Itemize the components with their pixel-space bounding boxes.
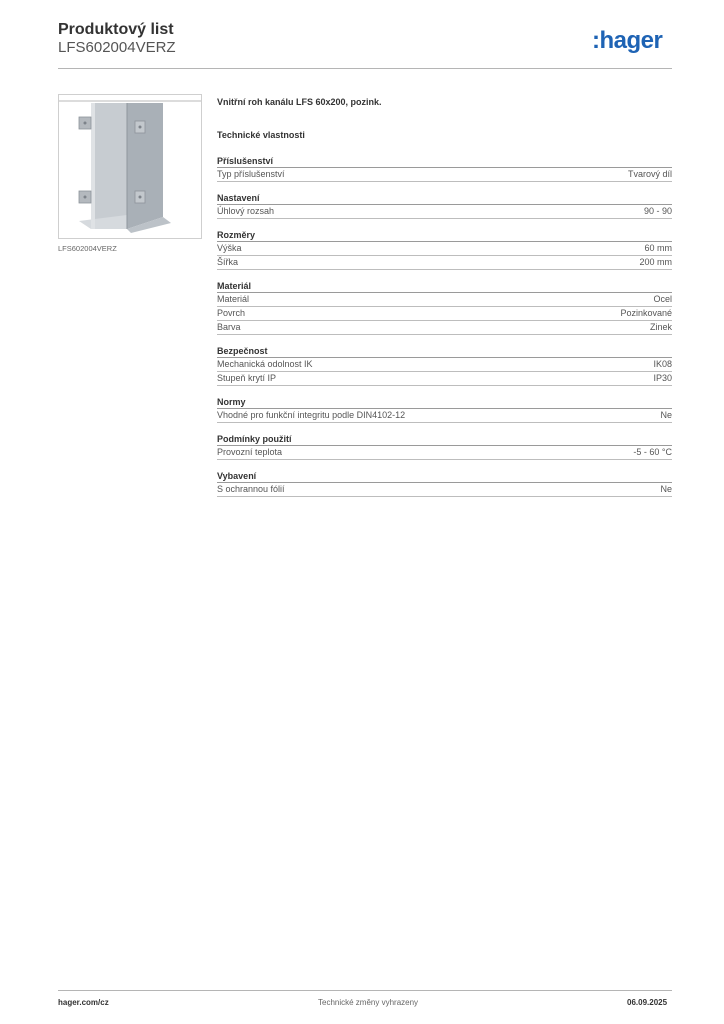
footer-divider (58, 990, 672, 991)
property-value: 60 mm (644, 243, 672, 253)
property-value: Ocel (653, 294, 672, 304)
property-group (217, 192, 672, 219)
property-row (217, 483, 672, 497)
property-label: Materiál (217, 294, 250, 304)
property-row (217, 205, 672, 219)
channel-corner-illustration (59, 95, 201, 238)
image-caption: LFS602004VERZ (58, 244, 117, 253)
property-label: Typ příslušenství (217, 169, 285, 179)
property-label: Úhlový rozsah (217, 206, 275, 216)
property-label: Mechanická odolnost IK (217, 359, 313, 369)
property-row (217, 372, 672, 386)
property-label: Stupeň krytí IP (217, 373, 277, 383)
product-image (58, 94, 202, 239)
property-row (217, 358, 672, 372)
property-group (217, 280, 672, 335)
property-group (217, 345, 672, 386)
property-row (217, 446, 672, 460)
property-label: Vhodné pro funkční integritu podle DIN4102-12 (217, 410, 406, 420)
footer-date: 06.09.2025 (627, 998, 668, 1007)
group-title: Vybavení (217, 470, 672, 483)
product-code: LFS602004VERZ (58, 39, 176, 56)
property-row (217, 168, 672, 182)
property-value: Tvarový díl (627, 169, 672, 179)
group-title: Nastavení (217, 192, 672, 205)
properties-table (217, 155, 672, 507)
group-title: Materiál (217, 280, 672, 293)
property-value: -5 - 60 °C (633, 447, 672, 457)
property-group (217, 396, 672, 423)
group-title: Podmínky použití (217, 433, 672, 446)
property-row (217, 293, 672, 307)
property-row (217, 256, 672, 270)
property-value: Pozinkované (620, 308, 672, 318)
property-group (217, 229, 672, 270)
property-group (217, 470, 672, 497)
property-label: Výška (217, 243, 242, 253)
property-value: 200 mm (639, 257, 672, 267)
footer-note: Technické změny vyhrazeny (318, 998, 419, 1007)
property-value: Ne (660, 410, 672, 420)
property-label: Provozní teplota (217, 447, 283, 457)
property-row (217, 409, 672, 423)
footer-website: hager.com/cz (58, 998, 109, 1007)
property-row (217, 307, 672, 321)
property-label: S ochrannou fólií (217, 484, 285, 494)
property-label: Povrch (217, 308, 246, 318)
page-title: Produktový list (58, 21, 174, 38)
property-row (217, 321, 672, 335)
property-value: IP30 (653, 373, 672, 383)
property-value: Zinek (649, 322, 672, 332)
property-value: IK08 (653, 359, 672, 369)
group-title: Příslušenství (217, 155, 672, 168)
property-group (217, 433, 672, 460)
hager-logo: :hager (592, 27, 663, 54)
property-value: Ne (660, 484, 672, 494)
group-title: Normy (217, 396, 672, 409)
property-row (217, 242, 672, 256)
property-value: 90 - 90 (643, 206, 672, 216)
group-title: Rozměry (217, 229, 672, 242)
property-group (217, 155, 672, 182)
property-label: Barva (217, 322, 241, 332)
property-label: Šířka (217, 257, 239, 267)
product-description: Vnitřní roh kanálu LFS 60x200, pozink. (217, 97, 382, 107)
header-divider (58, 68, 672, 69)
technical-properties-heading: Technické vlastnosti (217, 130, 305, 140)
group-title: Bezpečnost (217, 345, 672, 358)
